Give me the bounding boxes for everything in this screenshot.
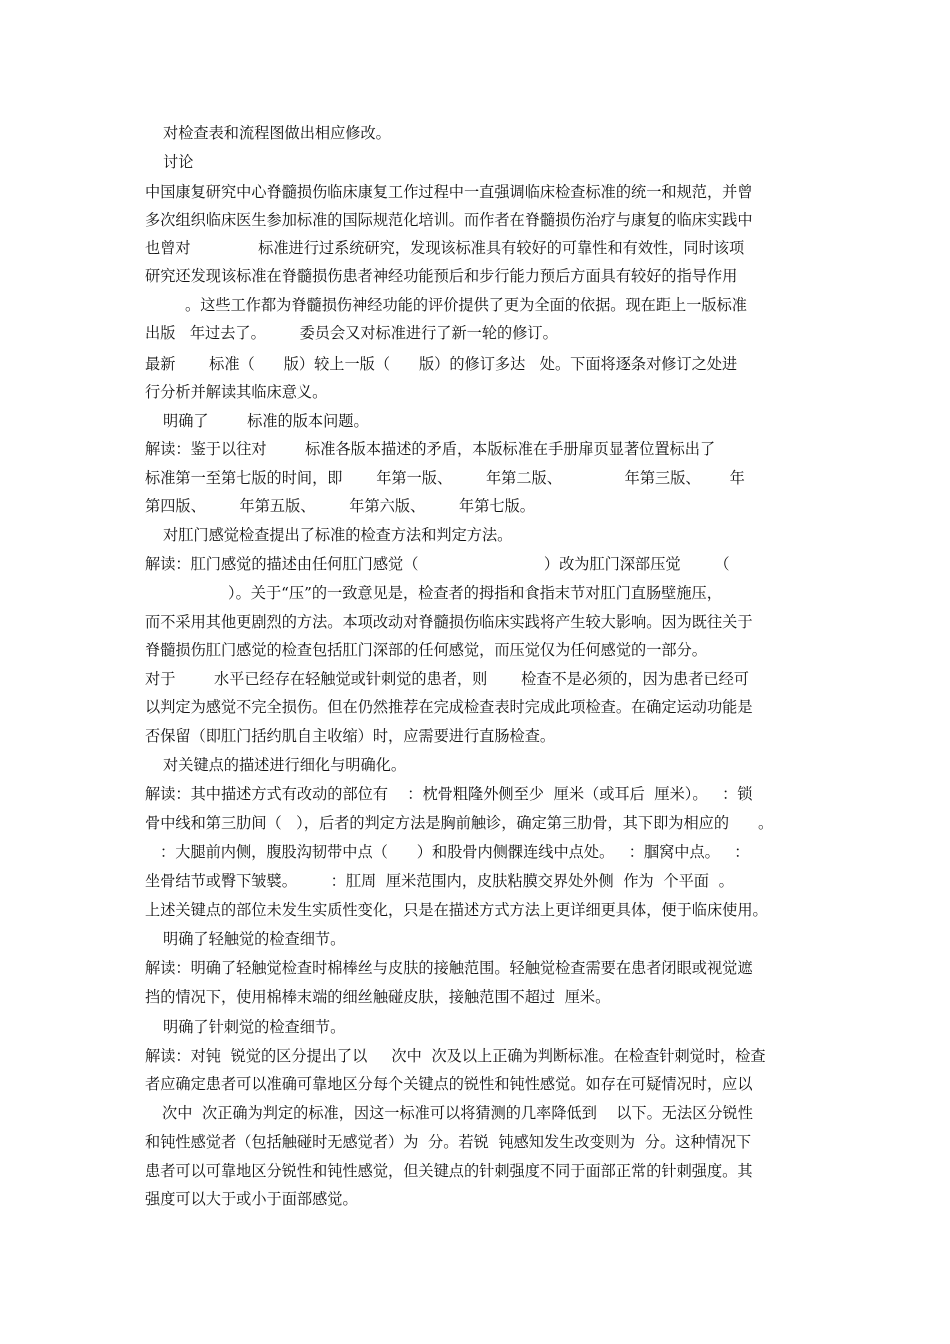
text-line: 对于 水平已经存在轻触觉或针刺觉的患者，则 检查不是必须的，因为患者已经可 [145,670,749,688]
text-line: 。这些工作都为脊髓损伤神经功能的评价提供了更为全面的依据。现在距上一版标准 [185,296,747,314]
text-line: 解读：肛门感觉的描述由任何肛门感觉（ ）改为肛门深部压觉 （ [145,555,730,573]
text-line: 否保留（即肛门括约肌自主收缩）时，应需要进行直肠检查。 [145,727,556,745]
text-line: 研究还发现该标准在脊髓损伤患者神经功能预后和步行能力预后方面具有较好的指导作用 [145,267,738,285]
text-line: 最新 标准（ 版）较上一版（ 版）的修订多达 处。下面将逐条对修订之处进 [145,355,738,373]
text-line: 中国康复研究中心脊髓损伤临床康复工作过程中一直强调临床检查标准的统一和规范，并曾 [145,183,753,201]
text-line: 脊髓损伤肛门感觉的检查包括肛门深部的任何感觉，而压觉仅为任何感觉的一部分。 [145,641,707,659]
section-heading: 讨论 [163,153,194,171]
text-line: 解读：其中描述方式有改动的部位有 ：枕骨粗隆外侧至少 厘米（或耳后 厘米）。 ：锁 [145,785,753,803]
text-line: ：大腿前内侧，腹股沟韧带中点（ ）和股骨内侧髁连线中点处。 ：腘窝中点。 ： [160,843,750,861]
text-line: 解读：鉴于以往对 标准各版本描述的矛盾，本版标准在手册扉页显著位置标出了 [145,440,716,458]
item-heading: 明确了针刺觉的检查细节。 [163,1018,346,1036]
text-line: 坐骨结节或臀下皱襞。 ：肛周 厘米范围内，皮肤粘膜交界处外侧 作为 个平面 。 [145,872,734,890]
text-line: 患者可以可靠地区分锐性和钝性感觉，但关键点的针刺强度不同于面部正常的针刺强度。其 [145,1162,753,1180]
text-line: 强度可以大于或小于面部感觉。 [145,1190,358,1208]
text-line: 次中 次正确为判定的标准，因这一标准可以将猜测的几率降低到 以下。无法区分锐性 [162,1104,753,1122]
text-line: 多次组织临床医生参加标准的国际规范化培训。而作者在脊髓损伤治疗与康复的临床实践中 [145,211,753,229]
text-line: 解读：明确了轻触觉检查时棉棒丝与皮肤的接触范围。轻触觉检查需要在患者闭眼或视觉遮 [145,959,753,977]
text-line: 也曾对 标准进行过系统研究，发现该标准具有较好的可靠性和有效性，同时该项 [145,239,745,257]
text-line: ）。关于“压”的一致意见是，检查者的拇指和食指末节对肛门直肠壁施压， [228,584,722,602]
text-line: 解读：对钝 锐觉的区分提出了以 次中 次及以上正确为判断标准。在检查针刺觉时，检查 [145,1047,766,1065]
text-line: 和钝性感觉者（包括触碰时无感觉者）为 分。若锐 钝感知发生改变则为 分。这种情况下 [145,1133,752,1151]
text-line: 上述关键点的部位未发生实质性变化，只是在描述方式方法上更详细更具体，便于临床使用。 [145,901,768,919]
text-line: 挡的情况下，使用棉棒末端的细丝触碰皮肤，接触范围不超过 厘米。 [145,988,611,1006]
text-line: 第四版、 年第五版、 年第六版、 年第七版。 [145,497,535,515]
text-line: 行分析并解读其临床意义。 [145,383,328,401]
item-heading: 明确了 标准的版本问题。 [163,412,369,430]
item-heading: 明确了轻触觉的检查细节。 [163,930,346,948]
text-line: 而不采用其他更剧烈的方法。本项改动对脊髓损伤临床实践将产生较大影响。因为既往关于 [145,613,753,631]
text-line: 者应确定患者可以准确可靠地区分每个关键点的锐性和钝性感觉。如存在可疑情况时，应以 [145,1075,753,1093]
item-heading: 对肛门感觉检查提出了标准的检查方法和判定方法。 [163,526,513,544]
text-line: 对检查表和流程图做出相应修改。 [163,124,391,142]
text-line: 标准第一至第七版的时间，即 年第一版、 年第二版、 年第三版、 年 [145,469,745,487]
text-line: 骨中线和第三肋间（ ），后者的判定方法是胸前触诊，确定第三肋骨，其下即为相应的 。 [145,814,774,832]
text-line: 以判定为感觉不完全损伤。但在仍然推荐在完成检查表时完成此项检查。在确定运动功能是 [145,698,753,716]
item-heading: 对关键点的描述进行细化与明确化。 [163,756,406,774]
text-line: 出版 年过去了。 委员会又对标准进行了新一轮的修订。 [145,324,558,342]
